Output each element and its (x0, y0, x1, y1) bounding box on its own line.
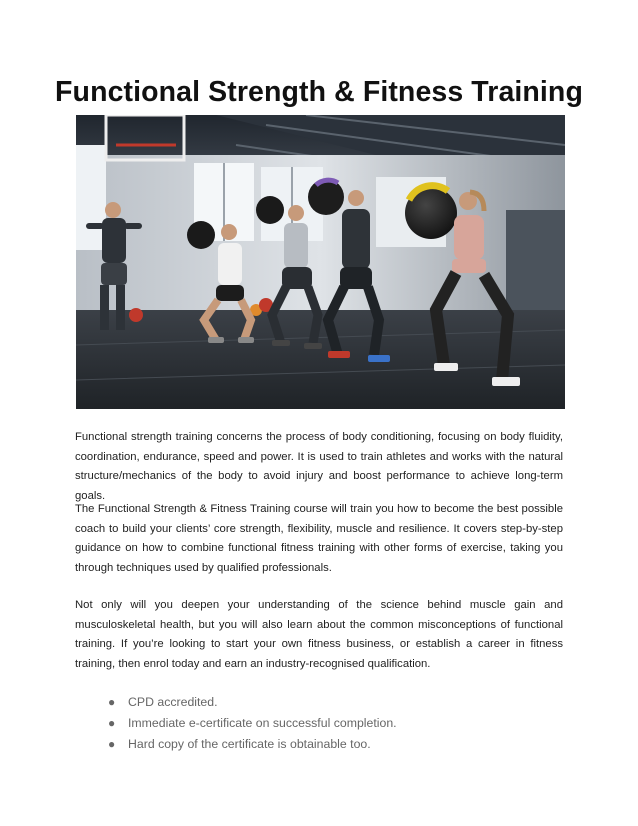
gym-photo (76, 115, 565, 409)
career-paragraph: Not only will you deepen your understanding of the science behind muscle gain and musculoskeletal health, but you will also learn about the common misconceptions of functional training. If you’re looking to start your own fitness business, or establish a career in fitness training, then enrol today and earn an industry-recognised qualification. (75, 599, 563, 670)
list-item-text: CPD accredited. (128, 695, 218, 709)
list-item (108, 713, 528, 734)
list-item-text: Immediate e-certificate on successful completion. (128, 716, 397, 730)
intro-paragraph: Functional strength training concerns the process of body conditioning, focusing on body fluidity, coordination, endurance, speed and power. It is used to train athletes and works with the natural structure/mechanics of the body to avoid injury and boost performance to achieve long-term goals. (75, 431, 563, 502)
list-item (108, 692, 528, 713)
bullet-icon: ● (108, 716, 116, 730)
bullet-icon: ● (108, 695, 116, 709)
course-paragraph: The Functional Strength & Fitness Training course will train you how to become the best possible coach to build your clients’ core strength, flexibility, muscle and resilience. It covers step-by-step guidance on how to combine functional fitness training with other forms of exercise, taking you through techniques used by qualified professionals. (75, 503, 563, 574)
feature-list (108, 692, 528, 755)
list-item (108, 734, 528, 755)
page-title: Functional Strength & Fitness Training (55, 76, 583, 108)
gym-photo-illustration (76, 115, 565, 409)
bullet-icon: ● (108, 737, 116, 751)
list-item-text: Hard copy of the certificate is obtainable too. (128, 737, 371, 751)
